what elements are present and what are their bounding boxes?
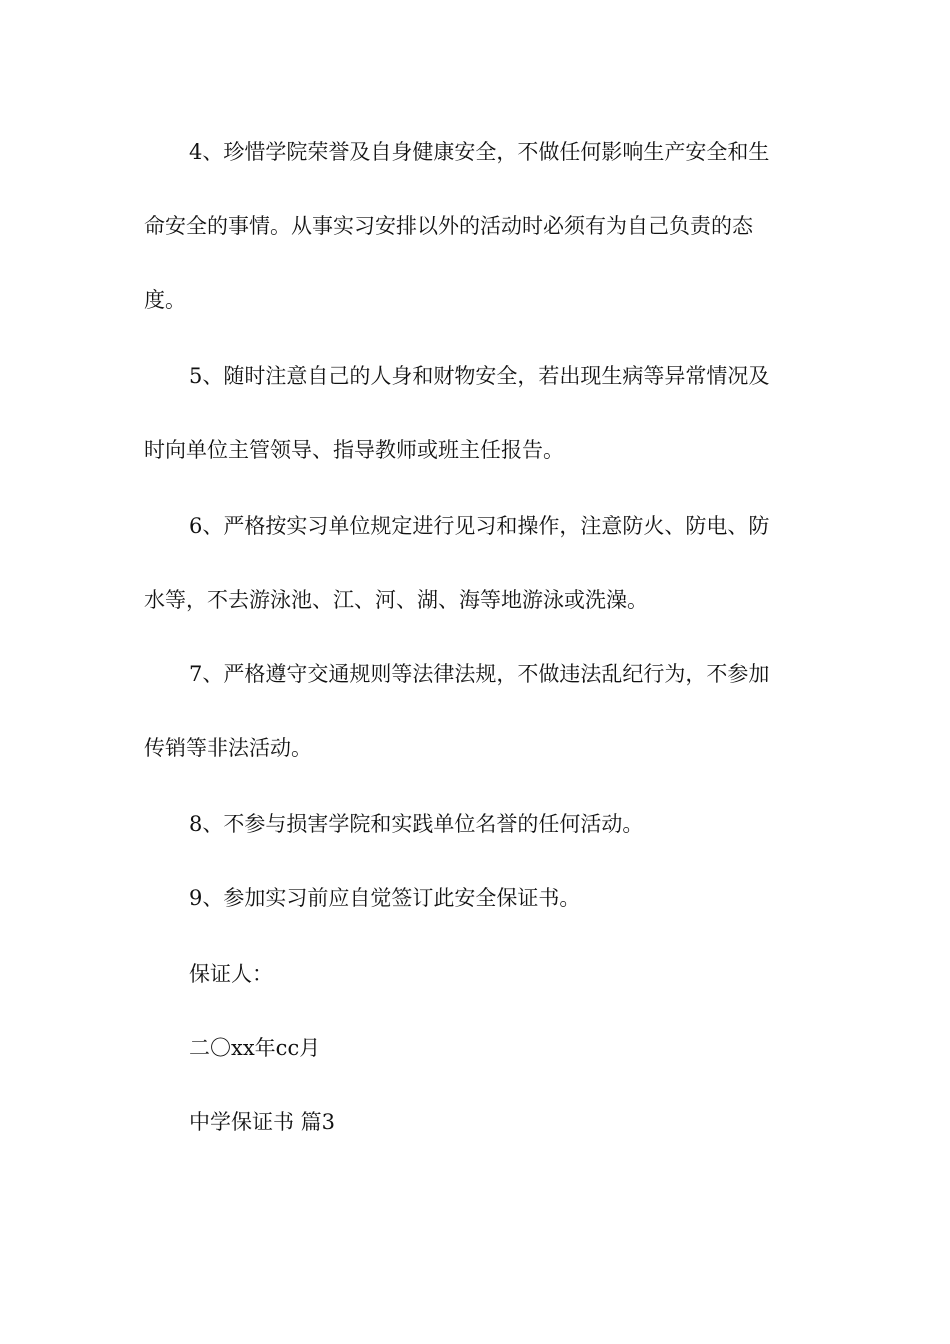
- item-9-line: 9、参加实习前应自觉签订此安全保证书。: [189, 886, 581, 910]
- item-7-line-2: 传销等非法活动。: [144, 736, 312, 760]
- item-5-line-1: 5、随时注意自己的人身和财物安全，若出现生病等异常情况及: [189, 364, 770, 388]
- item-6-line-1: 6、严格按实习单位规定进行见习和操作，注意防火、防电、防: [189, 514, 770, 538]
- item-5-line-2: 时向单位主管领导、指导教师或班主任报告。: [144, 438, 564, 462]
- item-8-line: 8、不参与损害学院和实践单位名誉的任何活动。: [189, 812, 644, 836]
- date-line: 二〇xx年cc月: [189, 1036, 321, 1060]
- item-7-line-1: 7、严格遵守交通规则等法律法规，不做违法乱纪行为，不参加: [189, 662, 770, 686]
- item-4-line-2: 命安全的事情。从事实习安排以外的活动时必须有为自己负责的态: [144, 214, 753, 238]
- item-6-line-2: 水等，不去游泳池、江、河、湖、海等地游泳或洗澡。: [144, 588, 648, 612]
- section-heading: 中学保证书 篇3: [189, 1110, 336, 1134]
- item-4-line-1: 4、珍惜学院荣誉及自身健康安全，不做任何影响生产安全和生: [189, 140, 770, 164]
- item-4-line-3: 度。: [144, 288, 186, 312]
- guarantor-label: 保证人：: [189, 962, 273, 986]
